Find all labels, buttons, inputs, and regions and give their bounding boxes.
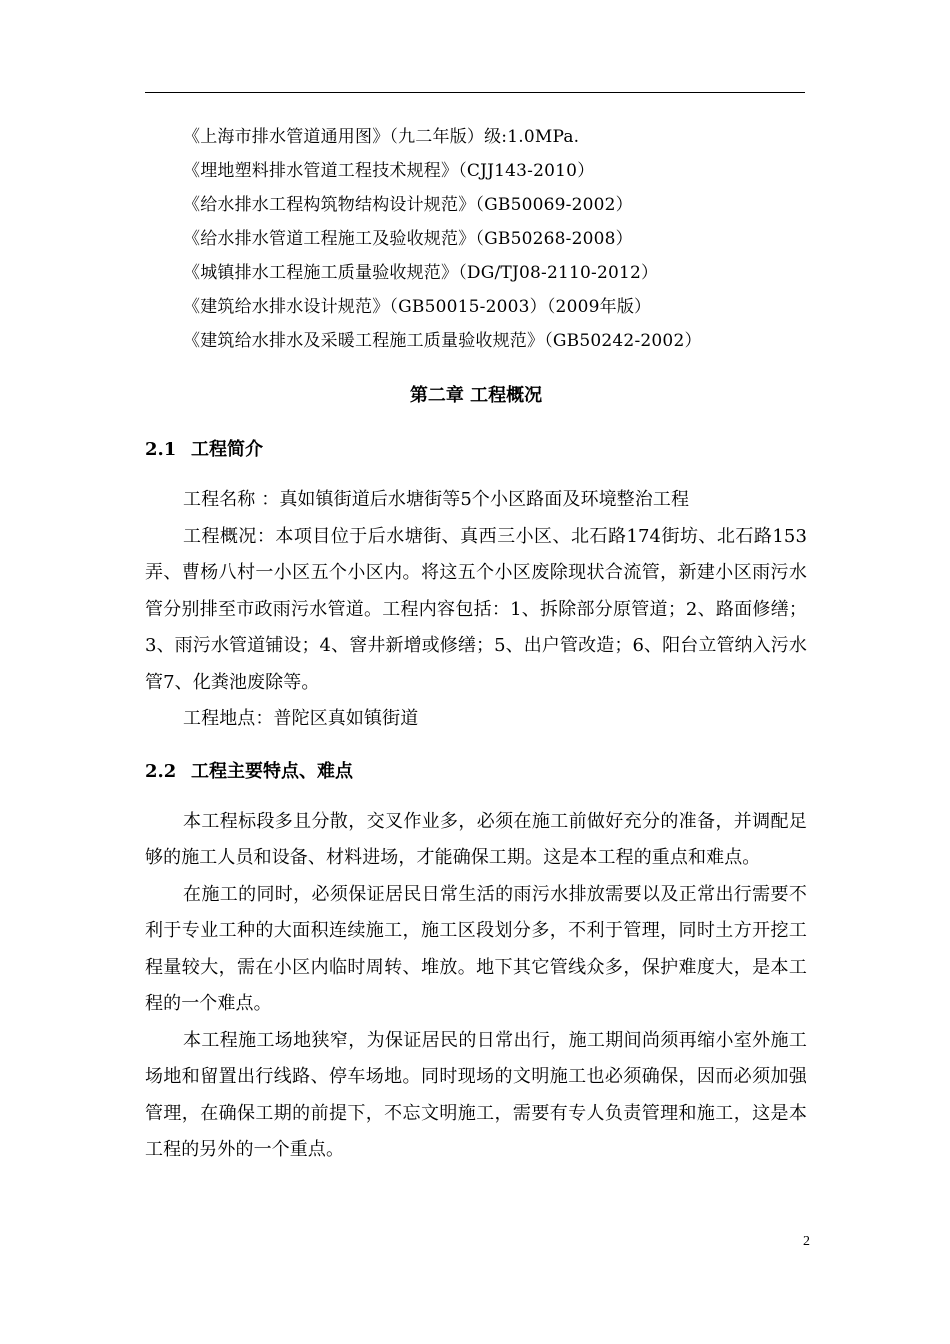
page-number: 2 — [803, 1234, 810, 1249]
paragraph: 工程地点：普陀区真如镇街道 — [183, 708, 419, 729]
paragraph: 本工程标段多且分散，交叉作业多，必须在施工前做好充分的准备，并调配足够的施工人员和设备、材料进场，才能确保工期。这是本工程的重点和难点。 — [145, 810, 807, 868]
paragraph: 工程名称 ：真如镇街道后水塘街等5个小区路面及环境整治工程 — [183, 489, 690, 510]
reference-item: 《建筑给水排水及采暖工程施工质量验收规范》（GB50242-2002） — [183, 331, 702, 351]
section-title: 工程主要特点、难点 — [191, 760, 353, 782]
reference-item: 《埋地塑料排水管道工程技术规程》（CJJ143-2010） — [183, 161, 595, 181]
reference-item: 《建筑给水排水设计规范》（GB50015-2003）（2009年版） — [183, 297, 652, 317]
reference-list — [145, 120, 807, 358]
section-title: 工程简介 — [191, 439, 263, 460]
section-heading — [145, 752, 807, 792]
page-content — [145, 120, 807, 1169]
reference-item: 《给水排水管道工程施工及验收规范》（GB50268-2008） — [183, 229, 633, 249]
section-number: 2.1 — [145, 439, 177, 460]
header-rule — [145, 92, 805, 93]
paragraph: 工程概况：本项目位于后水塘街、真西三小区、北石路174街坊、北石路153弄、曹杨八村一小区五个小区内。将这五个小区废除现状合流管，新建小区雨污水管分别排至市政雨污水管道。工程内容包括：1、拆除部分原管道；2、路面修缮；3、雨污水管道铺设；4、窨井新增或修缮；5、出户管改造；6、阳台立管纳入污水管7、化粪池废除等。 — [145, 525, 807, 693]
reference-item: 《给水排水工程构筑物结构设计规范》（GB50069-2002） — [183, 195, 633, 215]
chapter-title: 第二章 工程概况 — [409, 385, 543, 406]
section-number: 2.2 — [145, 760, 177, 782]
paragraph: 本工程施工场地狭窄，为保证居民的日常出行，施工期间尚须再缩小室外施工场地和留置出行线路、停车场地。同时现场的文明施工也必须确保，因而必须加强管理，在确保工期的前提下，不忘文明施工，需要有专人负责管理和施工，这是本工程的另外的一个重点。 — [145, 1029, 807, 1160]
reference-item: 《城镇排水工程施工质量验收规范》（DG/TJ08-2110-2012） — [183, 263, 659, 283]
reference-item: 《上海市排水管道通用图》（九二年版）级:1.0MPa. — [183, 127, 580, 147]
paragraph: 在施工的同时，必须保证居民日常生活的雨污水排放需要以及正常出行需要不利于专业工种的大面积连续施工，施工区段划分多，不利于管理，同时土方开挖工程量较大，需在小区内临时周转、堆放。地下其它管线众多，保护难度大，是本工程的一个难点。 — [145, 883, 807, 1014]
section-heading — [145, 430, 807, 470]
